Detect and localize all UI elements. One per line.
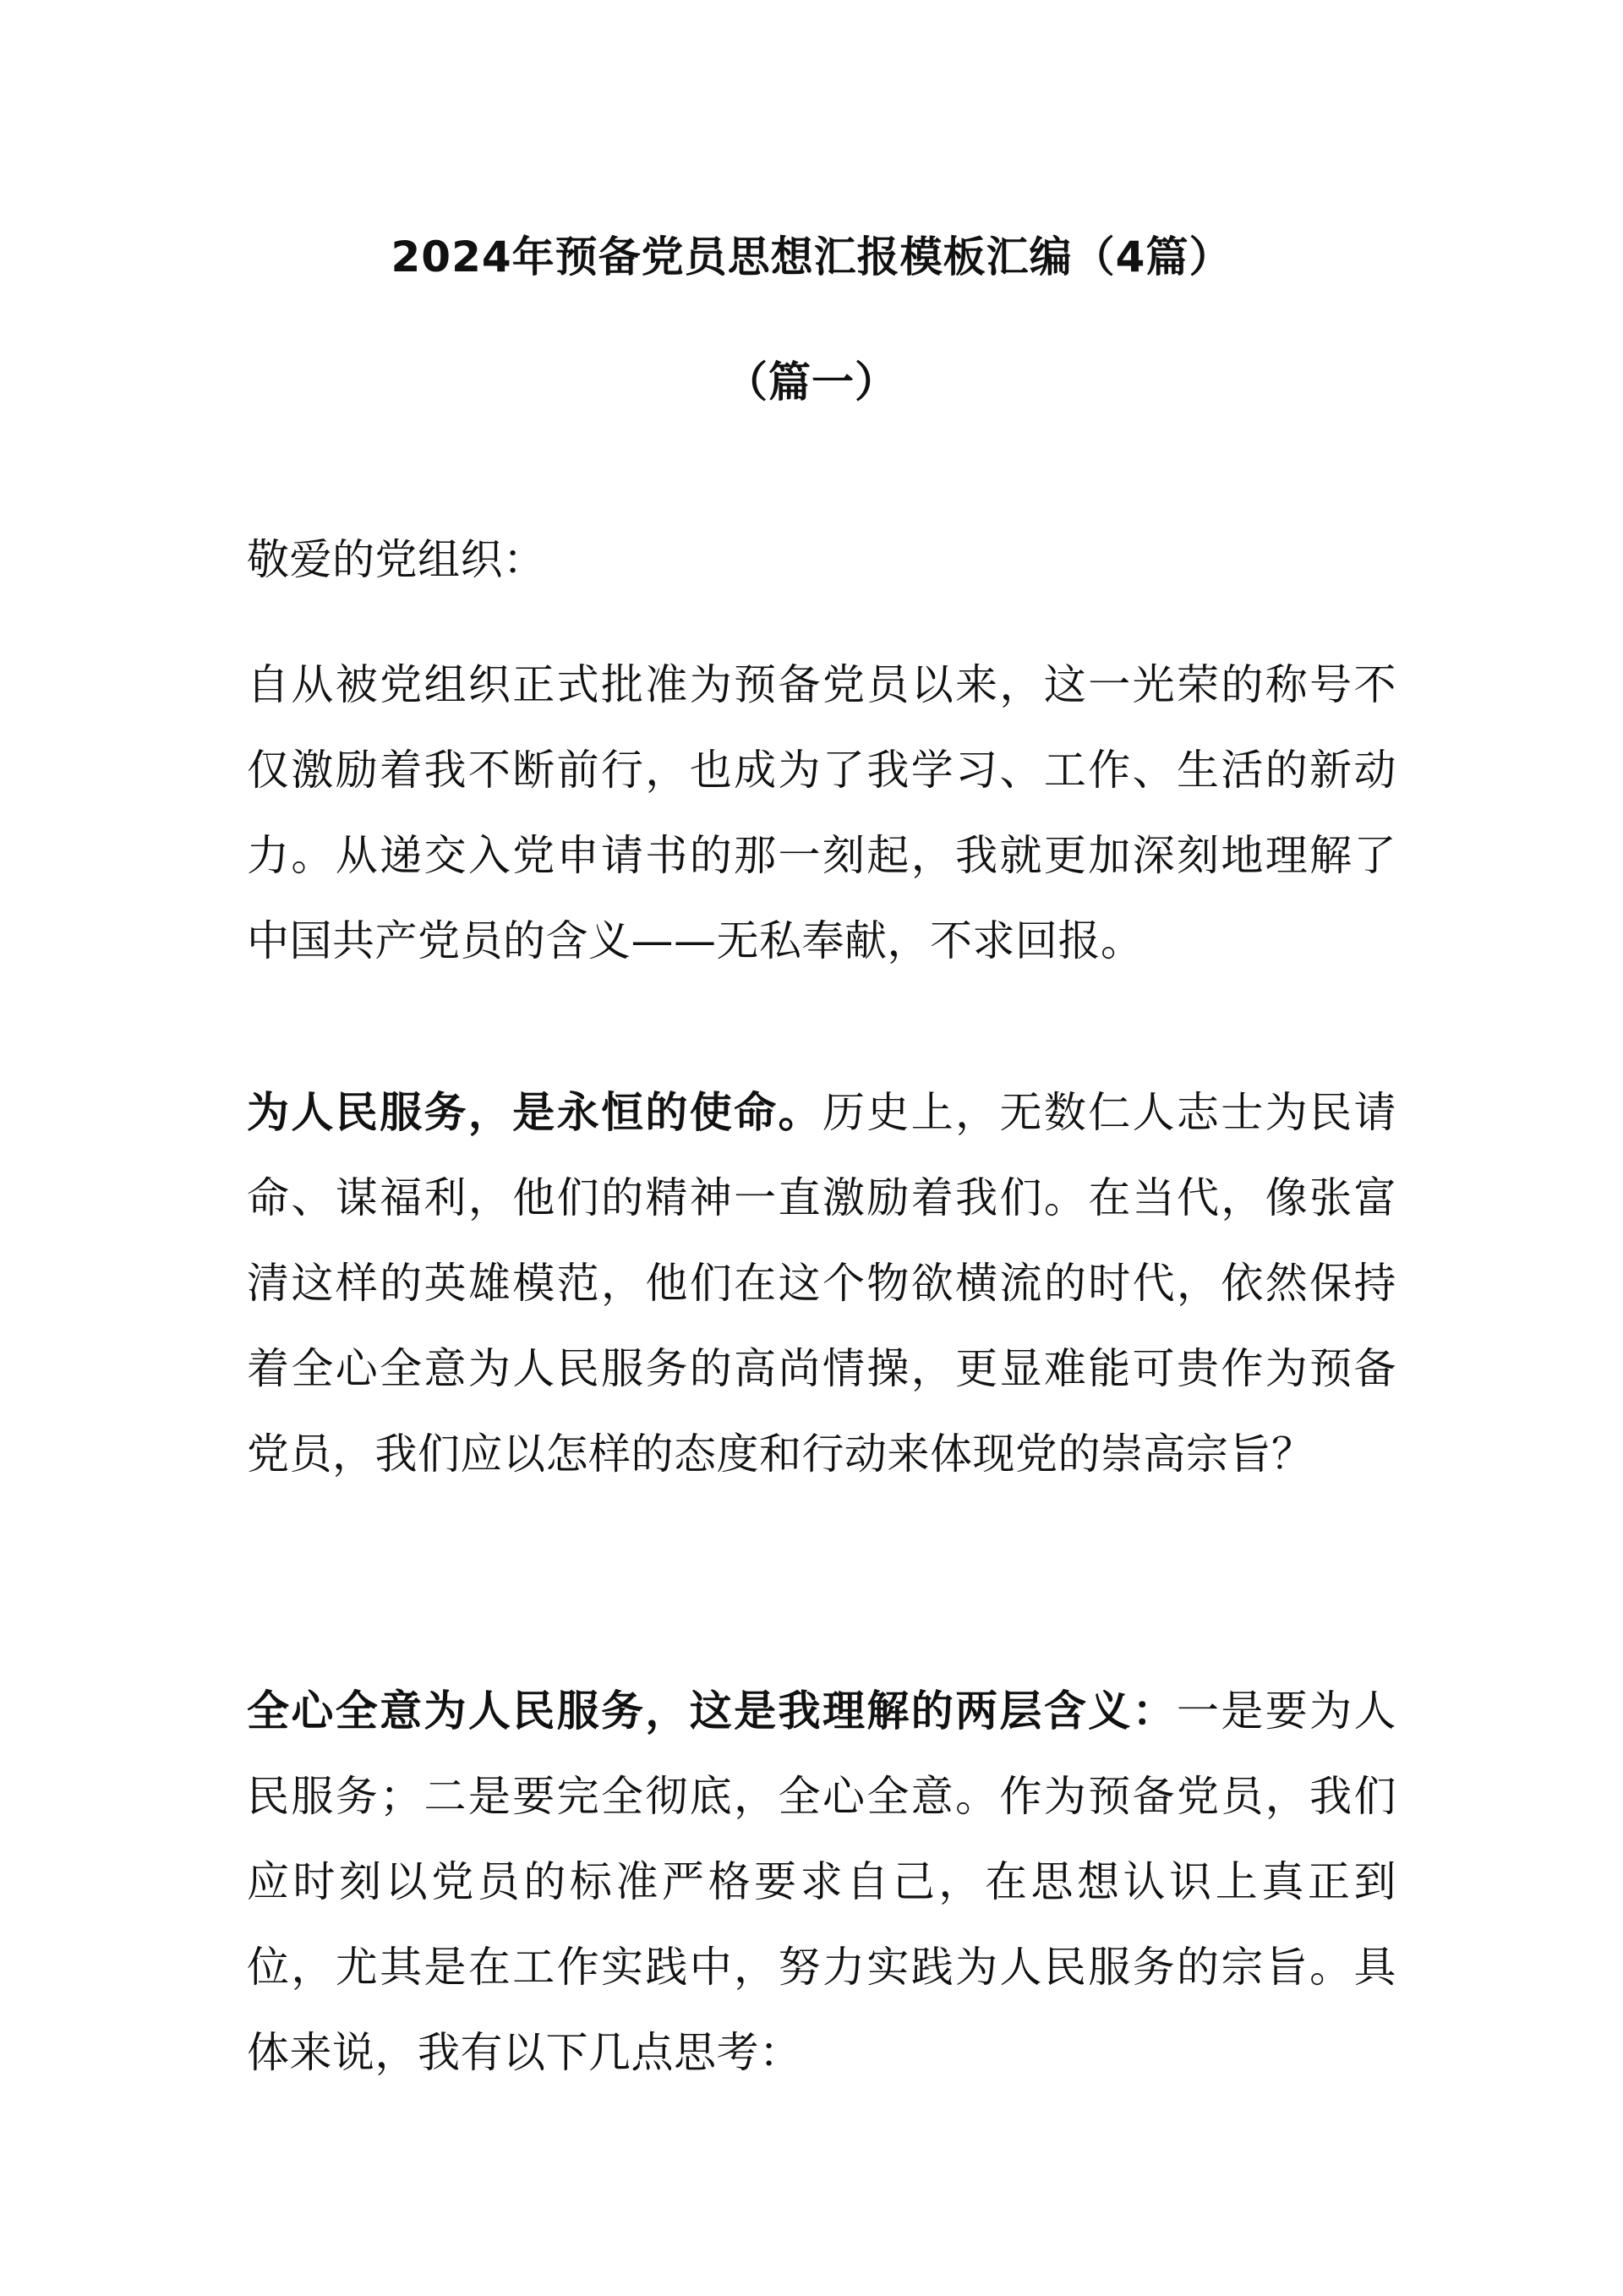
document-title: 2024年预备党员思想汇报模板汇编（4篇） xyxy=(391,232,1232,282)
greeting: 敬爱的党组织： xyxy=(247,535,546,584)
paragraph-1-text: 自从被党组织正式批准为预备党员以来，这一光荣的称号不仅激励着我不断前行，也成为了我学习、工作、生活的新动力。从递交入党申请书的那一刻起，我就更加深刻地理解了中国共产党员的含义——无私奉献，不求回报。 xyxy=(247,660,1396,965)
paragraph-3-lead: 全心全意为人民服务，这是我理解的两层含义： xyxy=(247,1686,1177,1736)
paragraph-2 xyxy=(247,1070,1396,1497)
document-subtitle: （篇一） xyxy=(725,358,898,407)
paragraph-2-text: 历史上，无数仁人志士为民请命、谋福利，他们的精神一直激励着我们。在当代，像张富清这样的英雄模范，他们在这个物欲横流的时代，依然保持着全心全意为人民服务的高尚情操，更显难能可贵作为预备党员，我们应以怎样的态度和行动来体现党的崇高宗旨？ xyxy=(247,1088,1397,1479)
paragraph-2-lead: 为人民服务，是永恒的使命。 xyxy=(247,1088,822,1137)
paragraph-3-text: 一是要为人民服务；二是要完全彻底，全心全意。作为预备党员，我们应时刻以党员的标准严格要求自己，在思想认识上真正到位，尤其是在工作实践中，努力实践为人民服务的宗旨。具体来说，我有以下几点思考： xyxy=(247,1686,1397,2077)
paragraph-1 xyxy=(247,642,1396,984)
paragraph-3 xyxy=(247,1669,1396,2096)
